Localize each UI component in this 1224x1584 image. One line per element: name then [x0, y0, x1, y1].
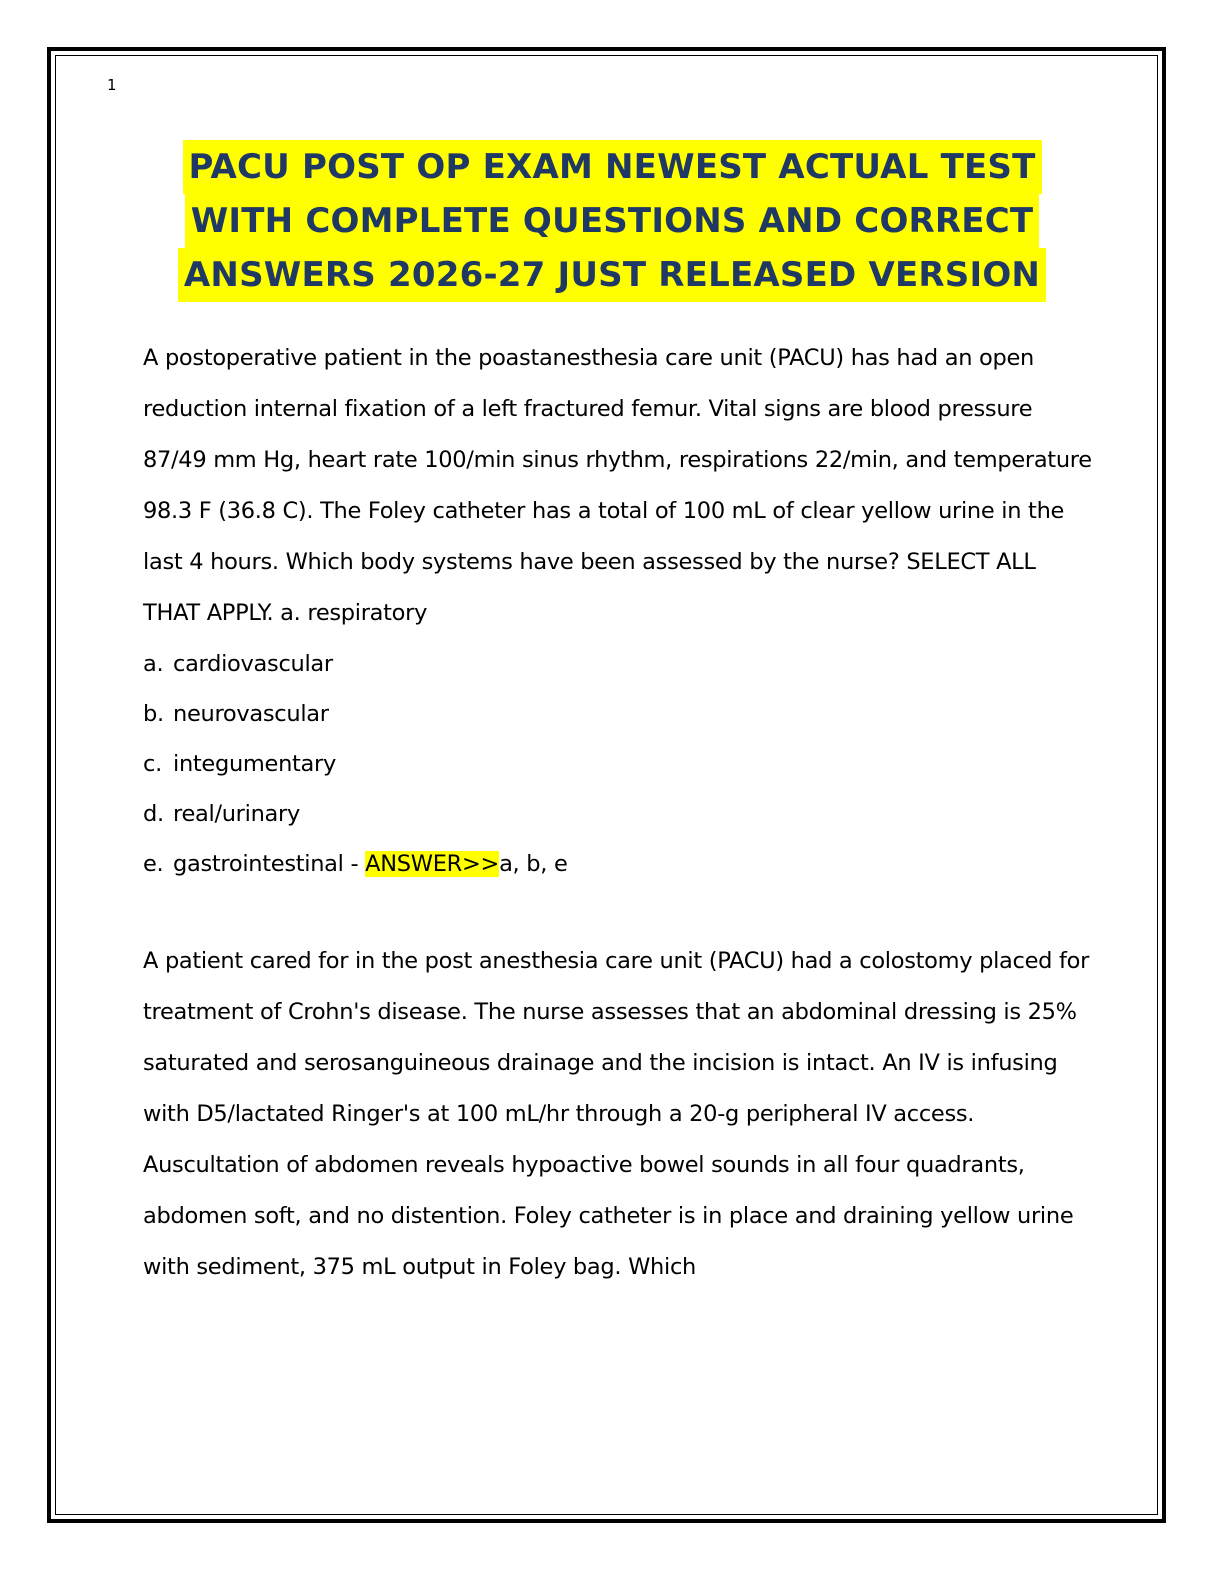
option-item [143, 639, 1093, 689]
option-text: real/urinary [173, 801, 300, 827]
document-title [100, 140, 1124, 302]
title-line-3: ANSWERS 2026-27 JUST RELEASED VERSION [178, 248, 1046, 302]
option-letter: b. [143, 701, 164, 727]
option-text: gastrointestinal - [173, 851, 366, 877]
option-text: neurovascular [173, 701, 329, 727]
option-item [143, 839, 1093, 889]
option-item [143, 789, 1093, 839]
spacer [143, 889, 1093, 936]
option-text-with-answer [173, 839, 567, 889]
option-letter: e. [143, 851, 164, 877]
option-letter: d. [143, 801, 164, 827]
title-line-1: PACU POST OP EXAM NEWEST ACTUAL TEST [183, 140, 1042, 194]
title-line-2: WITH COMPLETE QUESTIONS AND CORRECT [185, 194, 1040, 248]
page-number: 1 [107, 76, 117, 94]
document-body [143, 333, 1093, 1293]
option-text: integumentary [173, 751, 337, 777]
option-item [143, 689, 1093, 739]
answer-value: a, b, e [499, 851, 568, 877]
option-text: cardiovascular [173, 651, 333, 677]
answer-label: ANSWER>> [365, 851, 500, 877]
option-letter: a. [143, 651, 164, 677]
option-item [143, 739, 1093, 789]
question-1-options [143, 639, 1093, 889]
question-2-stem: A patient cared for in the post anesthesia care unit (PACU) had a colostomy placed for treatment of Crohn's disease. The nurse assesses that an abdominal dressing is 25% saturated and serosanguineous drainage and the incision is intact. An IV is infusing with D5/lactated Ringer's at 100 mL/hr through a 20-g peripheral IV access. Auscultation of abdomen reveals hypoactive bowel sounds in all four quadrants, abdomen soft, and no distention. Foley catheter is in place and draining yellow urine with sediment, 375 mL output in Foley bag. Which [143, 948, 1090, 1280]
option-letter: c. [143, 751, 162, 777]
question-1-stem: A postoperative patient in the poastanesthesia care unit (PACU) has had an open reduction internal fixation of a left fractured femur. Vital signs are blood pressure 87/49 mm Hg, heart rate 100/min sinus rhythm, respirations 22/min, and temperature 98.3 F (36.8 C). The Foley catheter has a total of 100 mL of clear yellow urine in the last 4 hours. Which body systems have been assessed by the nurse? SELECT ALL THAT APPLY. a. respiratory [143, 345, 1092, 626]
